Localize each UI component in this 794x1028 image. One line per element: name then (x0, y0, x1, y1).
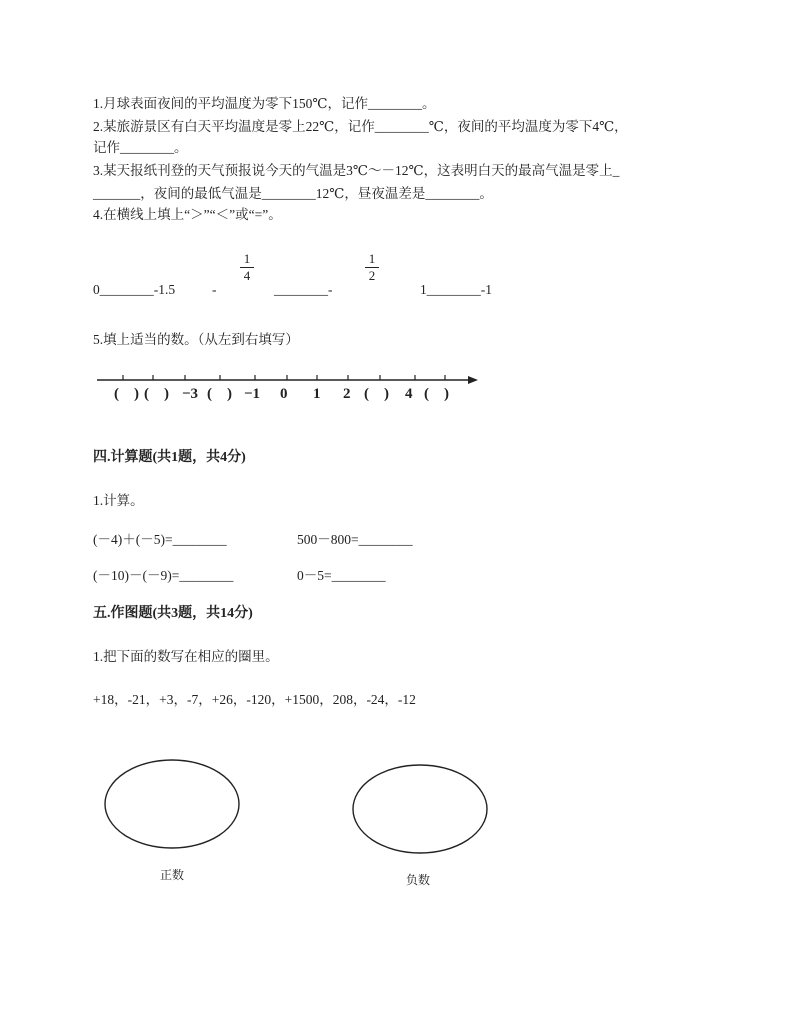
negative-label: 负数 (406, 873, 431, 887)
question-3-line-2: _______，夜间的最低气温是________12℃，昼夜温差是________。 (93, 186, 493, 201)
number-line-label: 0 (280, 386, 288, 402)
number-line-label: ( ) (424, 386, 449, 402)
draw-question: 1.把下面的数写在相应的圈里。 (93, 649, 279, 664)
number-line-label: −3 (182, 386, 199, 402)
calc-expression-3: (－10)－(－9)=________ (93, 568, 234, 583)
calc-expression-1: (－4)＋(－5)=________ (93, 532, 227, 547)
number-line-label: 2 (343, 386, 351, 402)
positive-circle (100, 756, 245, 853)
question-2-line-1: 2.某旅游景区有白天平均温度是零上22℃，记作________℃，夜间的平均温度为零下4℃， (93, 119, 628, 134)
question-1: 1.月球表面夜间的平均温度为零下150℃，记作________。 (93, 96, 436, 111)
section-5-heading: 五.作图题(共3题，共14分) (93, 606, 253, 621)
compare-item-2: ________- (274, 282, 333, 297)
number-line-label: ( ) (114, 386, 139, 402)
compare-item-3: 1________-1 (420, 282, 492, 297)
number-line-label: 4 (405, 386, 413, 402)
negative-circle (347, 761, 493, 859)
question-2-line-2: 记作________。 (93, 140, 188, 155)
fraction-one-half (365, 252, 379, 283)
number-line-label: −1 (244, 386, 261, 402)
calc-expression-4: 0－5=________ (297, 568, 386, 583)
question-3-line-1: 3.某天报纸刊登的天气预报说今天的气温是3℃～－12℃，这表明白天的最高气温是零上_ (93, 163, 620, 178)
positive-label: 正数 (160, 868, 185, 882)
compare-item-1: 0________-1.5 (93, 282, 176, 297)
fraction-numerator: 1 (368, 251, 376, 266)
number-line-label: ( ) (207, 386, 232, 402)
number-line-label: ( ) (364, 386, 389, 402)
calc-question: 1.计算。 (93, 493, 144, 508)
question-5: 5.填上适当的数。（从左到右填写） (93, 332, 299, 347)
number-line-label: ( ) (144, 386, 169, 402)
fraction-denominator: 2 (368, 268, 376, 283)
question-4: 4.在横线上填上“＞”“＜”或“=”。 (93, 207, 282, 222)
fraction-numerator: 1 (243, 251, 251, 266)
number-line-label: 1 (313, 386, 321, 402)
calc-expression-2: 500－800=________ (297, 532, 413, 547)
number-line-arrow-icon (468, 376, 478, 384)
number-list: +18，-21，+3，-7，+26，-120，+1500，208，-24，-12 (93, 692, 416, 707)
fraction-denominator: 4 (243, 268, 251, 283)
compare-minus-sign: - (212, 282, 217, 297)
fraction-one-quarter (240, 252, 254, 283)
section-4-heading: 四.计算题(共1题，共4分) (93, 450, 246, 465)
